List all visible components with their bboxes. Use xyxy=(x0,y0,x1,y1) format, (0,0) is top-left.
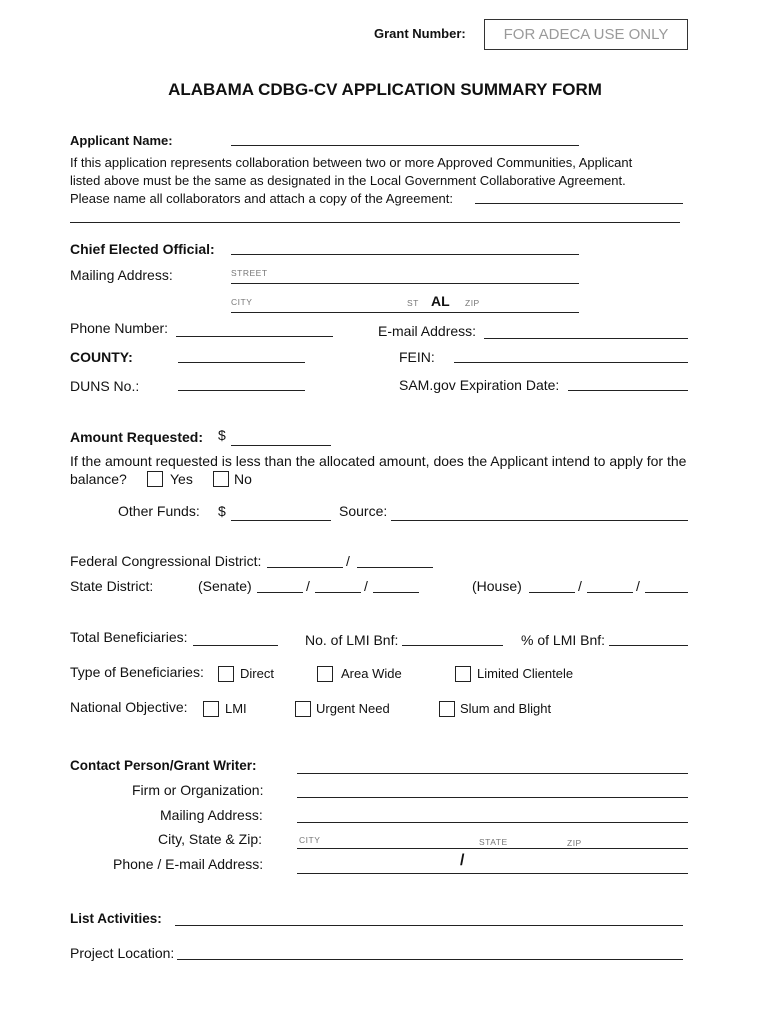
firm-label: Firm or Organization: xyxy=(132,782,264,798)
contact-zip-hint: ZIP xyxy=(567,838,582,848)
state-district-label: State District: xyxy=(70,578,154,594)
amount-dollar-sign: $ xyxy=(218,427,226,443)
collab-line-1: If this application represents collaboration between two or more Approved Communities, Applicant xyxy=(70,155,633,170)
grant-number-label: Grant Number: xyxy=(374,26,466,41)
collaboration-instructions xyxy=(70,154,690,208)
other-funds-label: Other Funds: xyxy=(118,503,200,519)
total-beneficiaries-field[interactable] xyxy=(193,645,278,646)
list-activities-field[interactable] xyxy=(175,925,683,926)
city-st-zip-field[interactable] xyxy=(231,312,579,313)
senate-slash-2: / xyxy=(364,578,368,594)
beneficiary-type-label: Type of Beneficiaries: xyxy=(70,664,204,680)
other-funds-dollar-sign: $ xyxy=(218,503,226,519)
contact-person-label: Contact Person/Grant Writer: xyxy=(70,758,257,773)
senate-field-1[interactable] xyxy=(257,592,303,593)
source-label: Source: xyxy=(339,503,388,519)
yes-checkbox[interactable] xyxy=(147,471,163,487)
lmi-percent-field[interactable] xyxy=(609,645,688,646)
collab-line-3: Please name all collaborators and attach a copy of the Agreement: xyxy=(70,191,454,206)
balance-question-line-2: balance? xyxy=(70,471,127,487)
duns-field[interactable] xyxy=(178,390,305,391)
contact-city-hint: CITY xyxy=(299,835,321,845)
house-field-1[interactable] xyxy=(529,592,575,593)
county-label: COUNTY: xyxy=(70,349,133,365)
lmi-label: LMI xyxy=(225,701,247,716)
house-label: (House) xyxy=(472,578,522,594)
house-field-2[interactable] xyxy=(587,592,633,593)
contact-mailing-field[interactable] xyxy=(297,822,688,823)
phone-number-label: Phone Number: xyxy=(70,320,169,336)
street-hint: STREET xyxy=(231,268,268,278)
area-wide-checkbox[interactable] xyxy=(317,666,333,682)
other-funds-field[interactable] xyxy=(231,520,331,521)
slum-blight-label: Slum and Blight xyxy=(460,701,552,716)
mailing-address-label: Mailing Address: xyxy=(70,267,173,283)
area-wide-label: Area Wide xyxy=(341,666,402,681)
city-state-zip-label: City, State & Zip: xyxy=(158,831,262,847)
phone-number-field[interactable] xyxy=(176,336,333,337)
chief-elected-official-label: Chief Elected Official: xyxy=(70,241,215,257)
st-hint: ST xyxy=(407,298,419,308)
urgent-need-checkbox[interactable] xyxy=(295,701,311,717)
federal-district-slash: / xyxy=(346,553,350,569)
collaborators-field[interactable] xyxy=(475,203,683,204)
sam-expiration-field[interactable] xyxy=(568,390,688,391)
federal-district-field-1[interactable] xyxy=(267,567,343,568)
no-label: No xyxy=(234,471,252,487)
project-location-field[interactable] xyxy=(177,959,683,960)
limited-clientele-checkbox[interactable] xyxy=(455,666,471,682)
applicant-name-field[interactable] xyxy=(231,145,579,146)
collab-line-2: listed above must be the same as designated in the Local Government Collaborative Agreement. xyxy=(70,173,626,188)
state-value: AL xyxy=(431,293,450,309)
contact-person-field[interactable] xyxy=(297,773,688,774)
project-location-label: Project Location: xyxy=(70,945,175,961)
form-title: ALABAMA CDBG-CV APPLICATION SUMMARY FORM xyxy=(168,80,602,99)
street-field[interactable] xyxy=(231,283,579,284)
county-field[interactable] xyxy=(178,362,305,363)
phone-email-slash: / xyxy=(460,852,465,869)
amount-requested-label: Amount Requested: xyxy=(70,429,203,445)
house-field-3[interactable] xyxy=(645,592,688,593)
yes-label: Yes xyxy=(170,471,193,487)
direct-label: Direct xyxy=(240,666,274,681)
firm-field[interactable] xyxy=(297,797,688,798)
source-field[interactable] xyxy=(391,520,688,521)
house-slash-2: / xyxy=(636,578,640,594)
sam-expiration-label: SAM.gov Expiration Date: xyxy=(399,377,560,393)
senate-field-3[interactable] xyxy=(373,592,419,593)
contact-mailing-label: Mailing Address: xyxy=(160,807,263,823)
email-address-label: E-mail Address: xyxy=(378,323,477,339)
balance-question-line-1: If the amount requested is less than the allocated amount, does the Applicant intend to apply for the xyxy=(70,453,687,469)
no-checkbox[interactable] xyxy=(213,471,229,487)
contact-state-hint: STATE xyxy=(479,837,508,847)
applicant-name-label: Applicant Name: xyxy=(70,133,173,148)
email-address-field[interactable] xyxy=(484,338,688,339)
fein-field[interactable] xyxy=(454,362,688,363)
federal-district-field-2[interactable] xyxy=(357,567,433,568)
total-beneficiaries-label: Total Beneficiaries: xyxy=(70,629,188,645)
urgent-need-label: Urgent Need xyxy=(316,701,390,716)
phone-email-field[interactable] xyxy=(297,873,688,874)
lmi-percent-label: % of LMI Bnf: xyxy=(521,632,606,648)
lmi-checkbox[interactable] xyxy=(203,701,219,717)
federal-district-label: Federal Congressional District: xyxy=(70,553,262,569)
duns-label: DUNS No.: xyxy=(70,378,140,394)
list-activities-label: List Activities: xyxy=(70,911,162,926)
senate-slash-1: / xyxy=(306,578,310,594)
lmi-count-label: No. of LMI Bnf: xyxy=(305,632,399,648)
slum-blight-checkbox[interactable] xyxy=(439,701,455,717)
fein-label: FEIN: xyxy=(399,349,435,365)
amount-requested-field[interactable] xyxy=(231,445,331,446)
direct-checkbox[interactable] xyxy=(218,666,234,682)
lmi-count-field[interactable] xyxy=(402,645,503,646)
city-state-zip-field[interactable] xyxy=(297,848,688,849)
city-hint: CITY xyxy=(231,297,253,307)
zip-hint: ZIP xyxy=(465,298,480,308)
house-slash-1: / xyxy=(578,578,582,594)
phone-email-label: Phone / E-mail Address: xyxy=(113,856,264,872)
limited-clientele-label: Limited Clientele xyxy=(477,666,574,681)
adeca-use-only-box: FOR ADECA USE ONLY xyxy=(484,19,688,50)
senate-label: (Senate) xyxy=(198,578,252,594)
chief-elected-official-field[interactable] xyxy=(231,254,579,255)
collaborators-field-2[interactable] xyxy=(70,222,680,223)
senate-field-2[interactable] xyxy=(315,592,361,593)
national-objective-label: National Objective: xyxy=(70,699,188,715)
